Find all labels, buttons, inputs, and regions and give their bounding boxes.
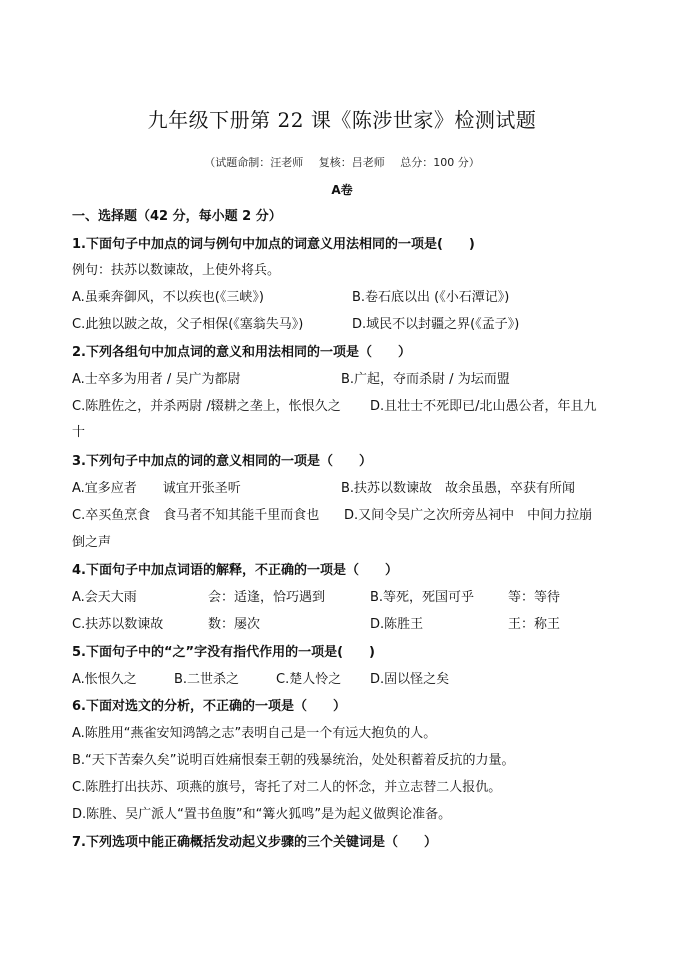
question-5-option-a: A.怅恨久之 [72,672,137,687]
question-5-option-d: D.固以怪之矣 [370,672,450,687]
question-3-option-d-cont: 倒之声 [72,535,112,550]
question-4-option-b-gloss: 等：等待 [508,590,561,605]
question-4-option-a: A.会天大雨 [72,590,137,605]
question-6-option-d: D.陈胜、吴广派人“置书鱼腹”和“篝火狐鸣”是为起义做舆论准备。 [72,807,452,822]
page-title: 九年级下册第 22 课《陈涉世家》检测试题 [147,108,537,132]
question-1-stem: 1.下面句子中加点的词与例句中加点的词意义用法相同的一项是( ) [72,237,475,252]
question-2-option-b: B.广起，夺而杀尉 / 为坛而盟 [341,372,510,387]
question-4-option-d-gloss: 王：称王 [508,617,561,632]
question-4-option-d: D.陈胜王 [370,617,424,632]
question-2-option-a: A.士卒多为用者 / 吴广为都尉 [72,372,241,387]
question-6-option-c: C.陈胜打出扶苏、项燕的旗号，寄托了对二人的怀念，并立志替二人报仇。 [72,780,502,795]
exam-meta [0,154,684,170]
question-2-stem: 2.下列各组句中加点词的意义和用法相同的一项是（ ） [72,345,411,360]
author-info: （试题命制：汪老师 [204,156,304,169]
question-1-option-a: A.虽乘奔御风，不以疾也(《三峡》) [72,290,264,305]
score-info: 总分：100 分） [400,156,480,169]
question-3-option-c: C.卒买鱼烹食 食马者不知其能千里而食也 [72,508,320,523]
question-3-stem: 3.下列句子中加点的词的意义相同的一项是（ ） [72,454,372,469]
question-4-option-b: B.等死，死国可乎 [370,590,475,605]
question-1-option-d: D.域民不以封疆之界(《孟子》) [352,317,520,332]
question-1-example: 例句：扶苏以数谏故，上使外将兵。 [72,263,281,278]
question-5-option-b: B.二世杀之 [174,672,240,687]
question-6-option-a: A.陈胜用“燕雀安知鸿鹄之志”表明自己是一个有远大抱负的人。 [72,726,437,741]
question-1-option-b: B.卷石底以出 (《小石潭记》) [352,290,510,305]
volume-label: A卷 [331,183,353,197]
question-6-option-b: B.“天下苦秦久矣”说明百姓痛恨秦王朝的残暴统治，处处积蓄着反抗的力量。 [72,753,515,768]
question-4-stem: 4.下面句子中加点词语的解释，不正确的一项是（ ） [72,563,398,578]
reviewer-info: 复核：吕老师 [318,156,385,169]
question-2-option-d: D.且壮士不死即已/北山愚公者，年且九 [370,399,597,414]
question-7-stem: 7.下列选项中能正确概括发动起义步骤的三个关键词是（ ） [72,835,437,850]
question-4-option-c-gloss: 数：屡次 [208,617,261,632]
question-5-stem: 5.下面句子中的“之”字没有指代作用的一项是( ) [72,645,375,660]
question-3-option-a: A.宜多应者 诚宜开张圣听 [72,481,241,496]
question-4-option-c: C.扶苏以数谏故 [72,617,164,632]
question-5-option-c: C.楚人怜之 [276,672,342,687]
question-1-option-c: C.此独以跛之故，父子相保(《塞翁失马》) [72,317,304,332]
section-heading: 一、选择题（42 分，每小题 2 分） [72,209,282,224]
question-2-option-c: C.陈胜佐之，并杀两尉 /辍耕之垄上，怅恨久之 [72,399,341,414]
question-4-option-a-gloss: 会：适逢，恰巧遇到 [208,590,326,605]
question-3-option-b: B.扶苏以数谏故 故余虽愚，卒获有所闻 [341,481,576,496]
question-2-option-d-cont: 十 [72,425,86,440]
question-3-option-d: D.又间令吴广之次所旁丛祠中 中间力拉崩 [344,508,593,523]
question-6-stem: 6.下面对选文的分析，不正确的一项是（ ） [72,699,346,714]
